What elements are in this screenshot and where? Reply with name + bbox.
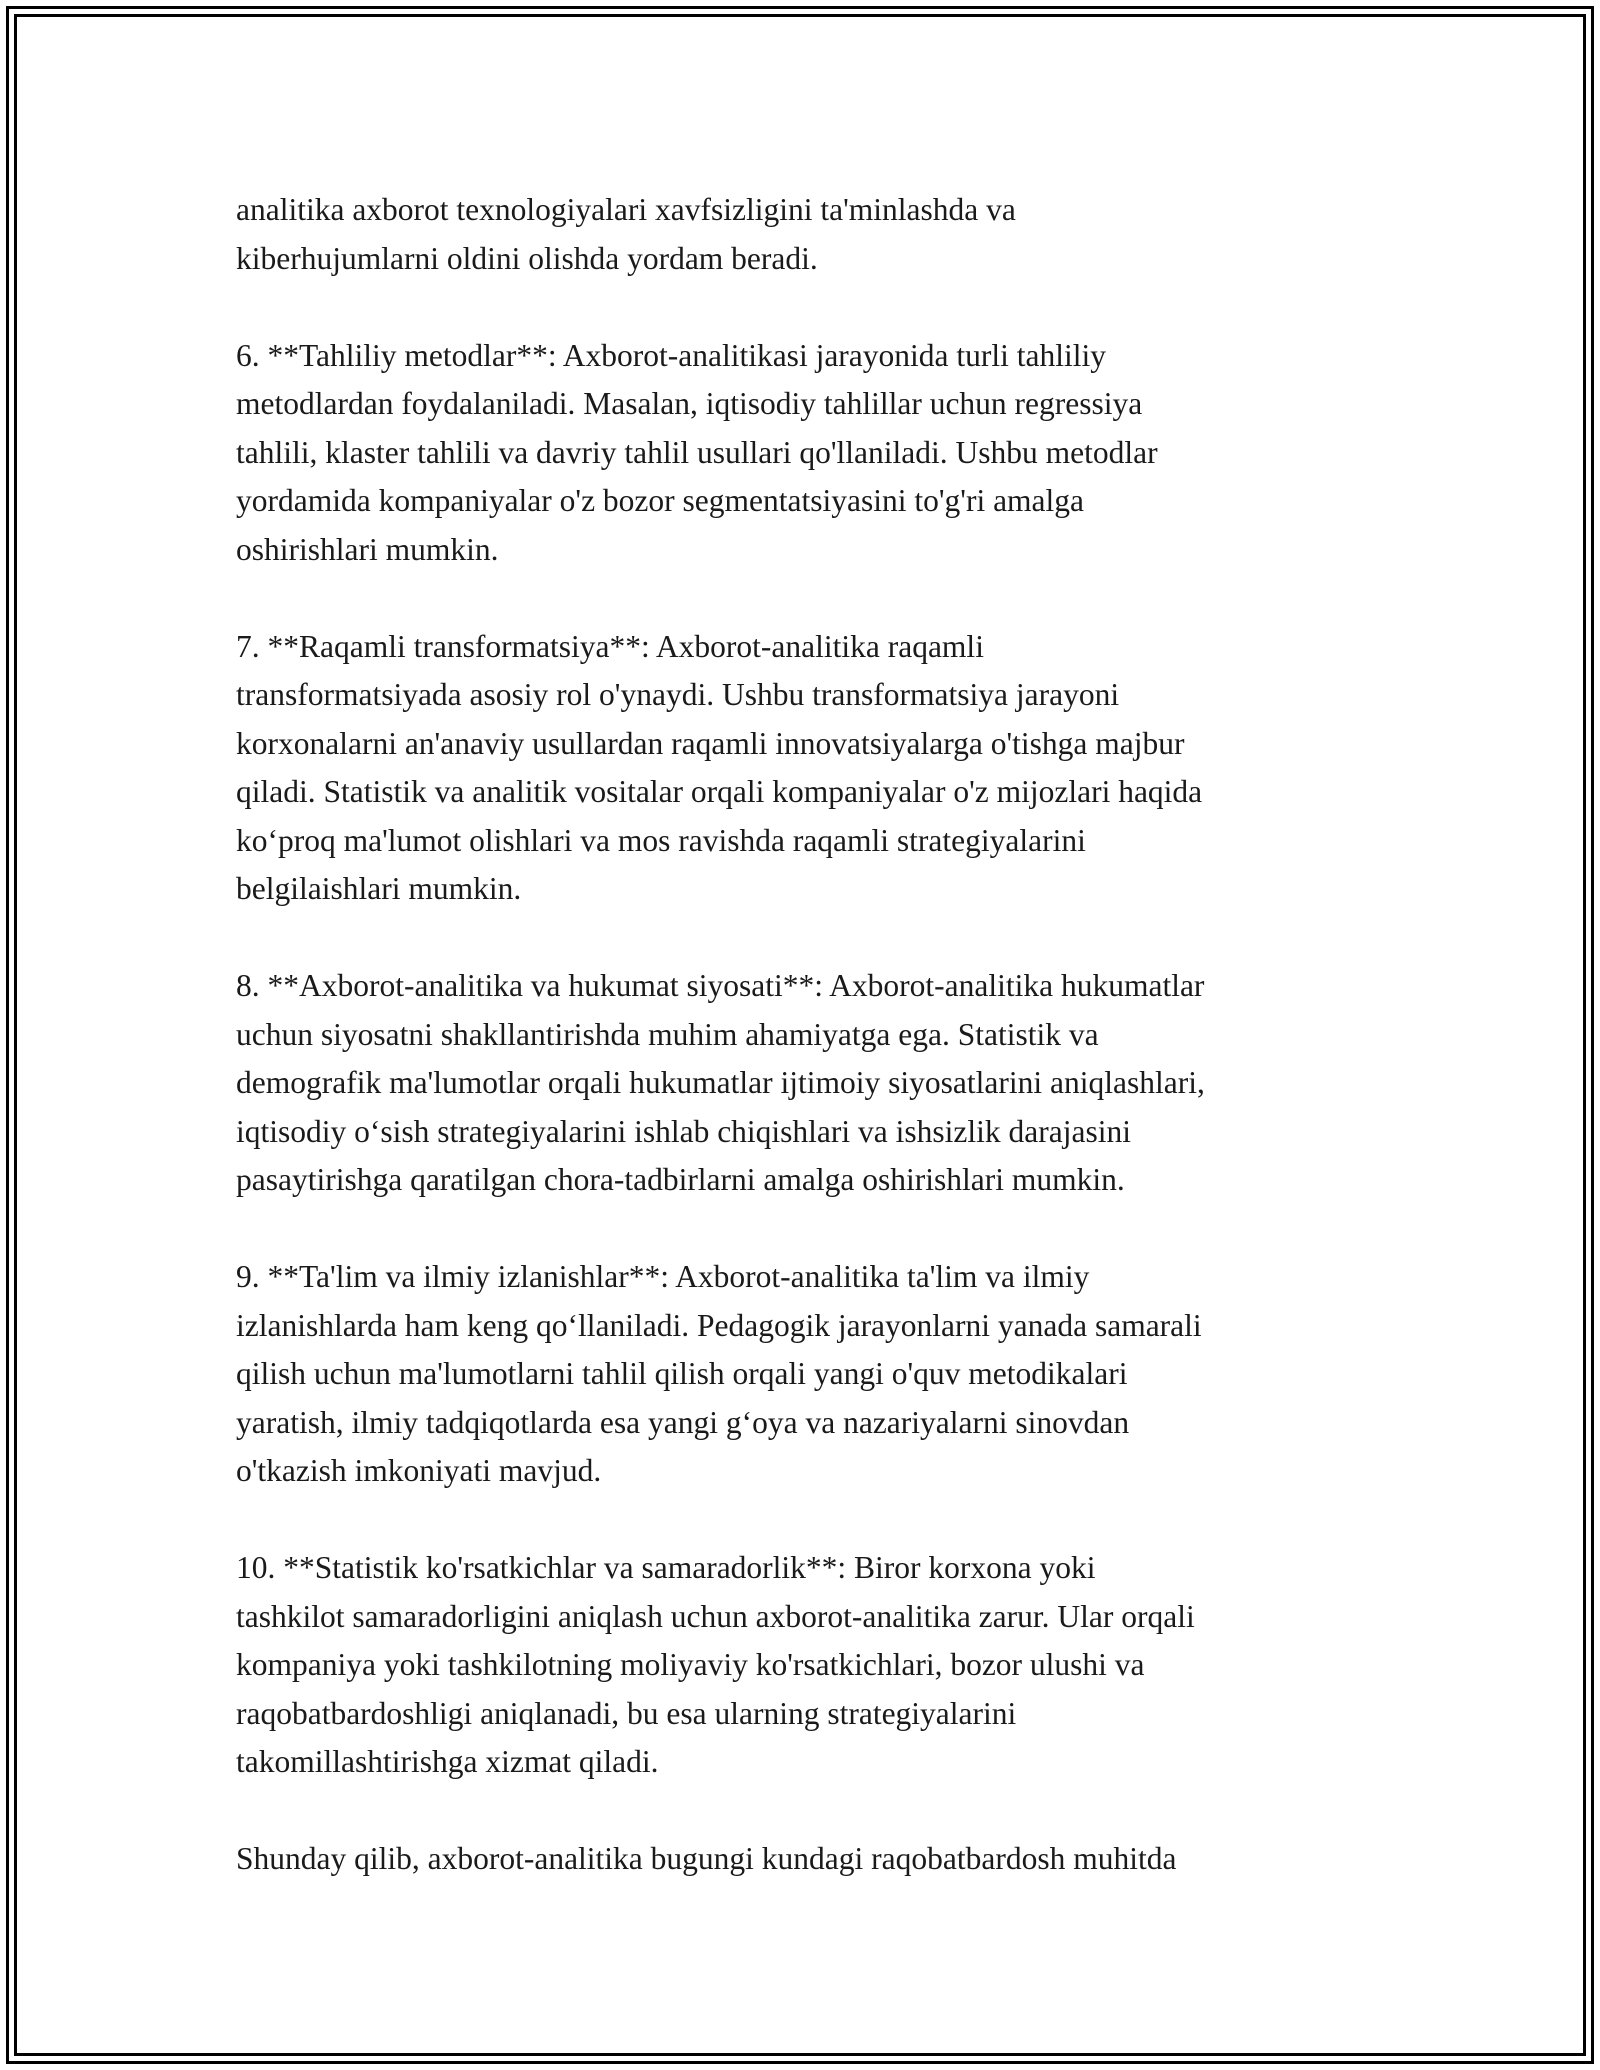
paragraph-item-10: 10. **Statistik ko'rsatkichlar va samaradorlik**: Biror korxona yoki tashkilot samaradorligini aniqlash uchun axborot-analitika zarur. Ular orqali kompaniya yoki tashkilotning moliyaviy ko'rsatkichlari, bozor ulushi va raqobatbardoshligi aniqlanadi, bu esa ularning strategiyalarini takomillashtirishga xizmat qiladi. (236, 1550, 1195, 1779)
paragraph-item-8: 8. **Axborot-analitika va hukumat siyosati**: Axborot-analitika hukumatlar uchun siyosatni shakllantirishda muhim ahamiyatga ega. Statistik va demografik ma'lumotlar orqali hukumatlar ijtimoiy siyosatlarini aniqlashlari, iqtisodiy o‘sish strategiyalarini ishlab chiqishlari va ishsizlik darajasini pasaytirishga qaratilgan chora-tadbirlarni amalga oshirishlari mumkin. (236, 968, 1205, 1197)
paragraph-item-6: 6. **Tahliliy metodlar**: Axborot-analitikasi jarayonida turli tahliliy metodlardan foydalaniladi. Masalan, iqtisodiy tahlillar uchun regressiya tahlili, klaster tahlili va davriy tahlil usullari qo'llaniladi. Ushbu metodlar yordamida kompaniyalar o'z bozor segmentatsiyasini to'g'ri amalga oshirishlari mumkin. (236, 337, 1158, 567)
paragraph-item-9: 9. **Ta'lim va ilmiy izlanishlar**: Axborot-analitika ta'lim va ilmiy izlanishlarda ham keng qo‘llaniladi. Pedagogik jarayonlarni yanada samarali qilish uchun ma'lumotlarni tahlil qilish orqali yangi o'quv metodikalari yaratish, ilmiy tadqiqotlarda esa yangi g‘oya va nazariyalarni sinovdan o'tkazish imkoniyati mavjud. (236, 1259, 1202, 1488)
document-body (236, 186, 1386, 1932)
paragraph-intro-continuation: analitika axborot texnologiyalari xavfsizligini ta'minlashda va kiberhujumlarni oldini olishda yordam beradi. (236, 192, 1016, 276)
paragraph-item-7: 7. **Raqamli transformatsiya**: Axborot-analitika raqamli transformatsiyada asosiy rol o'ynaydi. Ushbu transformatsiya jarayoni korxonalarni an'anaviy usullardan raqamli innovatsiyalarga o'tishga majbur qiladi. Statistik va analitik vositalar orqali kompaniyalar o'z mijozlari haqida ko‘proq ma'lumot olishlari va mos ravishda raqamli strategiyalarini belgilaishlari mumkin. (236, 628, 1203, 906)
paragraph-conclusion: Shunday qilib, axborot-analitika bugungi kundagi raqobatbardosh muhitda (236, 1841, 1177, 1876)
